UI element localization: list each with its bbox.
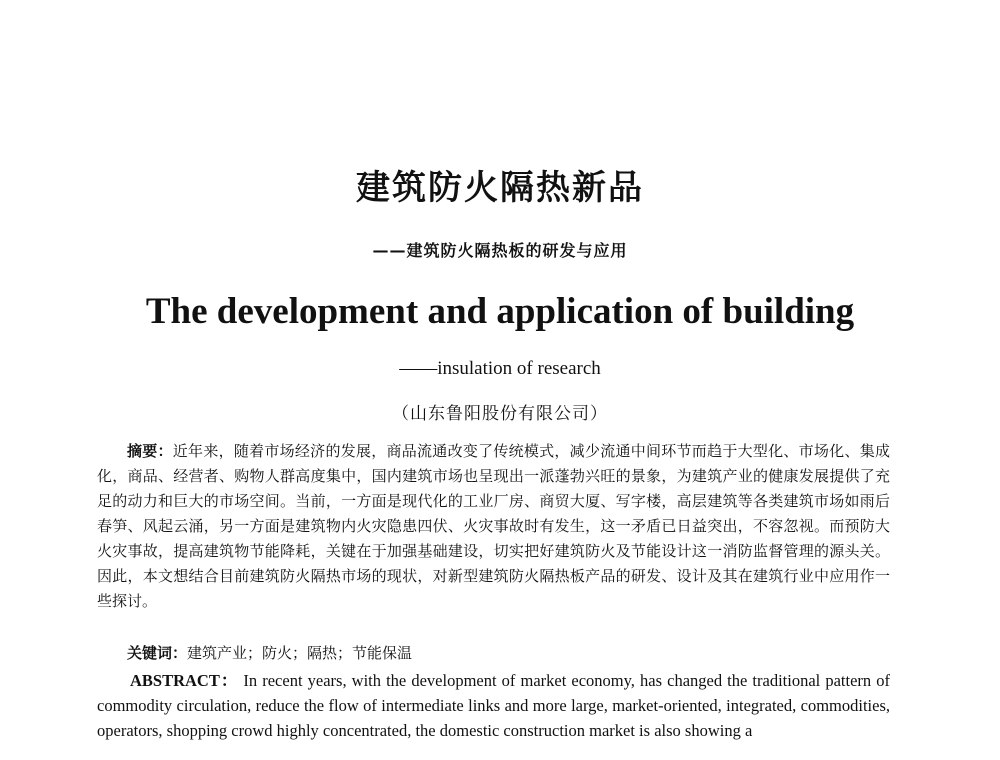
- abstract-chinese-label: 摘要：: [127, 442, 173, 460]
- abstract-chinese: [97, 439, 890, 614]
- keywords-chinese-text: 建筑产业；防火；隔热；节能保温: [187, 644, 413, 662]
- subtitle-english: ——insulation of research: [399, 358, 601, 379]
- author-affiliation: （山东鲁阳股份有限公司）: [392, 404, 608, 424]
- keywords-chinese: [97, 641, 890, 666]
- keywords-chinese-label: 关键词：: [127, 644, 188, 662]
- title-chinese: 建筑防火隔热新品: [356, 168, 644, 208]
- abstract-english: [97, 668, 890, 743]
- abstract-chinese-text: 近年来，随着市场经济的发展，商品流通改变了传统模式，减少流通中间环节而趋于大型化、市场化、集成化，商品、经营者、购物人群高度集中，国内建筑市场也呈现出一派蓬勃兴旺的景象，为建筑产业的健康发展提供了充足的动力和巨大的市场空间。当前，一方面是现代化的工业厂房、商贸大厦、写字楼，高层建筑等各类建筑市场如雨后春笋、风起云涌，另一方面是建筑物内火灾隐患四伏、火灾事故时有发生，这一矛盾已日益突出，不容忽视。而预防大火灾事故，提高建筑物节能降耗，关键在于加强基础建设，切实把好建筑防火及节能设计这一消防监督管理的源头关。因此，本文想结合目前建筑防火隔热市场的现状，对新型建筑防火隔热板产品的研发、设计及其在建筑行业中应用作一些探讨。: [97, 442, 890, 610]
- title-english: The development and application of building: [145, 291, 855, 332]
- abstract-english-label: ABSTRACT：: [130, 671, 239, 690]
- abstract-english-text: In recent years, with the development of market economy, has changed the traditional pattern of commodity circulation, reduce the flow of intermediate links and more large, market-oriented, integrated, commodities, operators, shopping crowd highly concentrated, the domestic construction market is also showing a: [97, 671, 890, 740]
- subtitle-chinese: ——建筑防火隔热板的研发与应用: [372, 241, 628, 260]
